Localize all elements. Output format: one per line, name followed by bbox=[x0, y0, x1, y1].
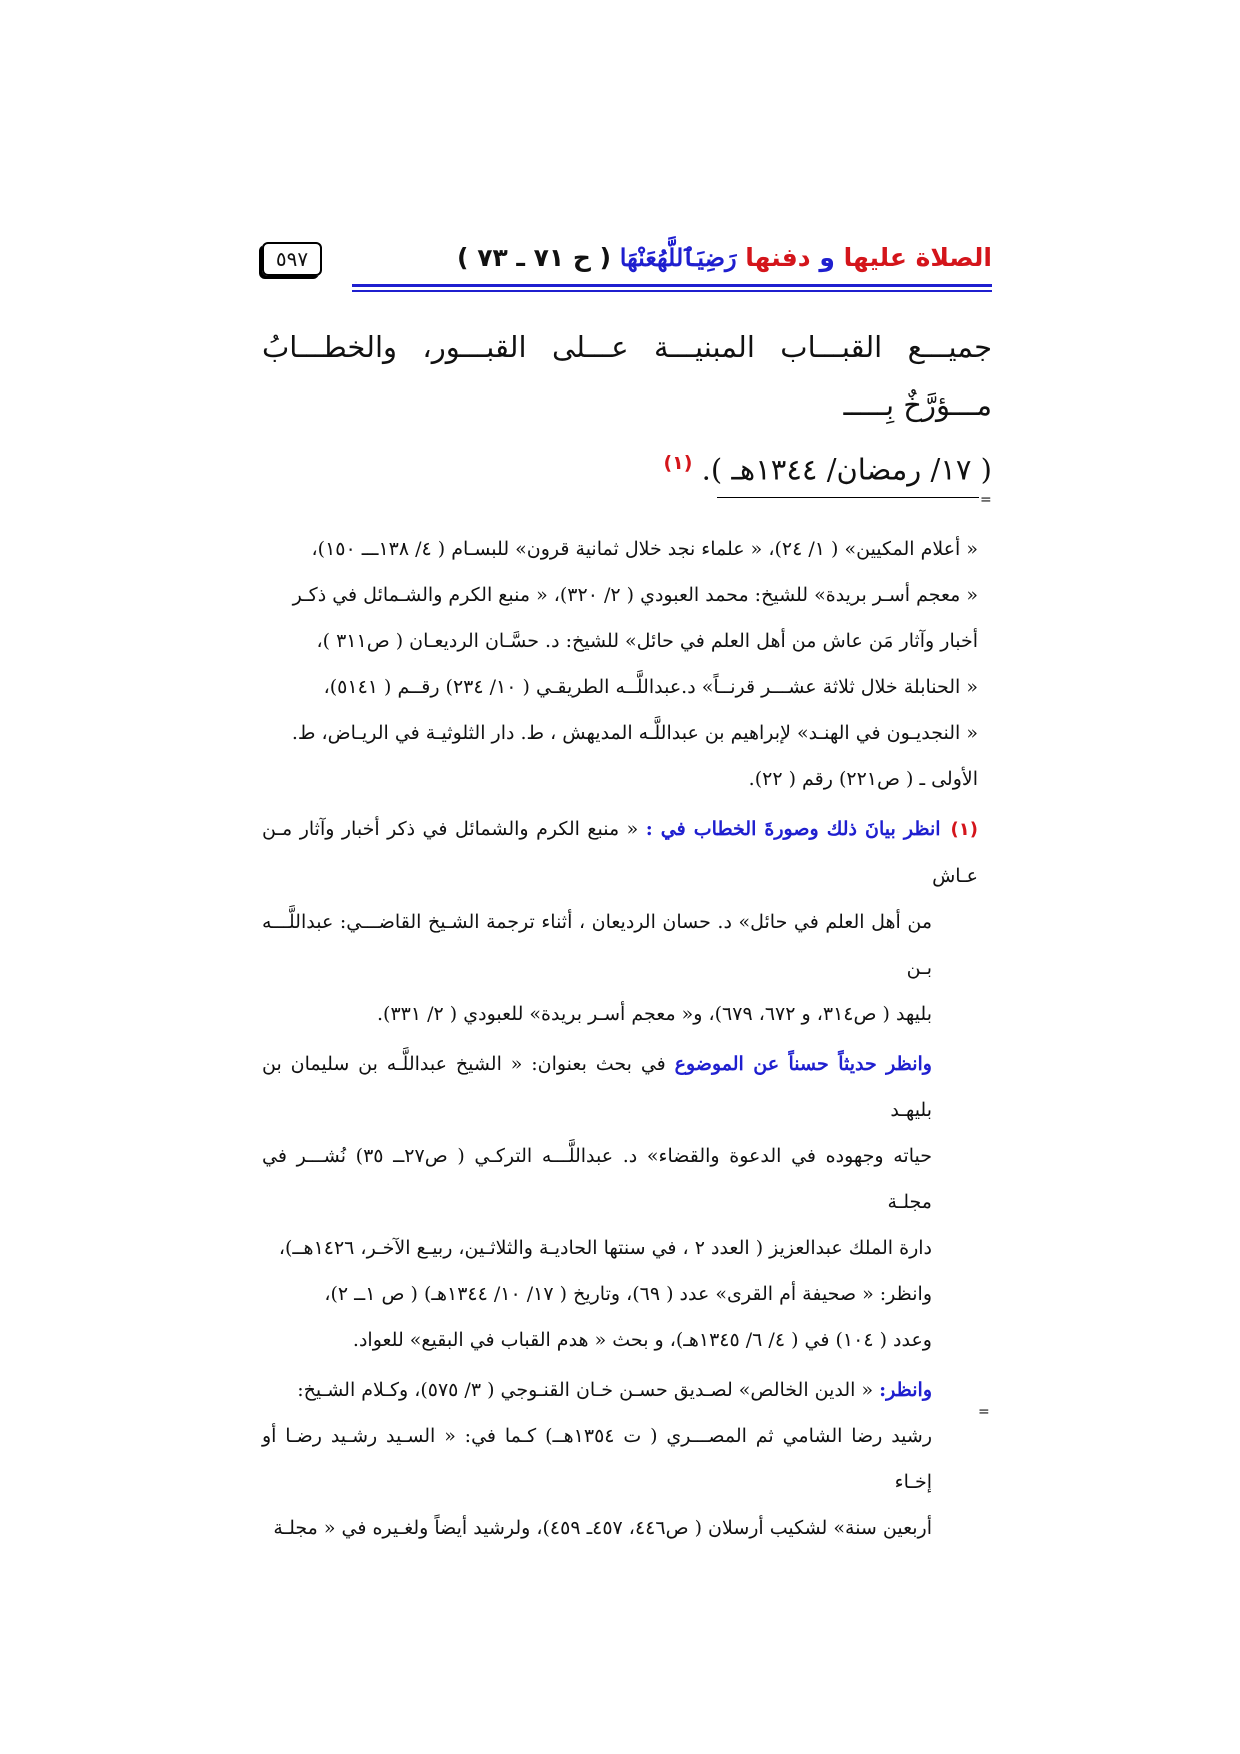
footnote-1-line-2: من أهل العلم في حائل» د. حسان الرديعان ، أثناء ترجمة الشـيخ القاضـــي: عبداللَّـــه بـن bbox=[262, 911, 932, 979]
footnote-1-number: (١) bbox=[950, 819, 978, 840]
body-line-2-text: ( ١٧/ رمضان/ ١٣٤٤هـ ). bbox=[701, 452, 992, 487]
footnote-1-line-11: أربعين سنة» لشكيب أرسلان ( ص٤٤٦، ٤٥٧ـ ٤٥٩)، ولرشيد أيضاً ولغـيره في « مجلـة bbox=[273, 1517, 932, 1539]
body-line-1: جميـــع القبـــاب المبنيـــة عـــلى القبـــور، والخطـــابُ مـــؤرَّخٌ بِـــــ bbox=[262, 330, 992, 422]
chapter-title bbox=[457, 240, 992, 276]
footnote-1-heading-2: وانظر حديثاً حسناً عن الموضوع bbox=[674, 1053, 932, 1075]
footnote-continued-line-3: أخبار وآثار مَن عاش من أهل العلم في حائل» للشيخ: د. حسَّـان الرديعـان ( ص٣١١ )، bbox=[316, 630, 978, 652]
footnote-1-heading: انظر بيانَ ذلك وصورةَ الخطاب في : bbox=[645, 818, 941, 840]
footnote-1-text-3: « الدين الخالص» لصـديق حسـن خـان القنـوجي ( ٣/ ٥٧٥)، وكـلام الشـيخ: bbox=[297, 1379, 874, 1401]
footnote-separator bbox=[717, 497, 979, 498]
footnote-continued-line-1: « أعلام المكيين» ( ١/ ٢٤)، « علماء نجد خلال ثمانية قرون» للبسـام ( ٤/ ١٣٨ـــ ١٥٠)، bbox=[311, 538, 978, 560]
title-part-3: دفنها bbox=[745, 243, 811, 272]
footnote-1-line-6: دارة الملك عبدالعزيز ( العدد ٢ ، في سنتها الحاديـة والثلاثـين، ربيـع الآخـر، ١٤٢٦هــ)، bbox=[278, 1237, 932, 1259]
title-part-1: الصلاة عليها bbox=[843, 243, 992, 272]
footnote-continued-line-5: « النجديـون في الهنـد» لإبراهيم بن عبداللَّـه المديهش ، ط. دار الثلوثيـة في الريـاض، ط. bbox=[291, 722, 978, 744]
footnote-1-line-5: حياته وجهوده في الدعوة والقضاء» د. عبداللَّـــه التركـي ( ص٢٧ــ ٣٥) نُشـــر في مجلـة bbox=[262, 1145, 932, 1213]
footnote-1-text-2: في بحث بعنوان: « الشيخ عبداللَّـه بن سليمان بن بليهـد bbox=[262, 1053, 932, 1121]
footnote-1-line-4 bbox=[262, 1041, 978, 1133]
footnote-continued-line-6: الأولى ـ ( ص٢٢١) رقم ( ٢٢). bbox=[748, 768, 978, 790]
continuation-mark-top: = bbox=[980, 492, 992, 508]
hadith-range: ( ح ٧١ ـ ٧٣ ) bbox=[457, 243, 612, 272]
footnote-1-line-1 bbox=[262, 806, 978, 899]
body-line-2 bbox=[262, 434, 992, 499]
main-body-text bbox=[262, 318, 992, 499]
footnote-1-heading-3: وانظر: bbox=[879, 1379, 932, 1401]
footnote-continued-line-2: « معجم أسـر بريدة» للشيخ: محمد العبودي ( ٢/ ٣٢٠)، « منبع الكرم والشـمائل في ذكـر bbox=[292, 584, 978, 606]
footnote-1-line-10: رشيد رضا الشامي ثم المصـــري ( ت ١٣٥٤هــ) كـما في: « السـيد رشـيد رضـا أو إخـاء bbox=[262, 1425, 932, 1493]
footnote-1-line-3: بليهد ( ص٣١٤، و ٦٧٢، ٦٧٩)، و« معجم أسـر بريدة» للعبودي ( ٢/ ٣٣١). bbox=[377, 1003, 932, 1025]
footnote-1-text-1: « منبع الكرم والشمائل في ذكر أخبار وآثار مـن عـاش bbox=[262, 818, 978, 887]
continuation-mark-bottom: = bbox=[978, 1404, 990, 1420]
footnote-1-line-9 bbox=[262, 1367, 978, 1413]
footnote-continued-line-4: « الحنابلة خلال ثلاثة عشـــر قرنــاً» د.عبداللَّــه الطريقـي ( ١٠/ ٢٣٤) رقــم ( ٥١٤١)، bbox=[323, 676, 978, 698]
footnote-1-line-8: وعدد ( ١٠٤) في ( ٤/ ٦/ ١٣٤٥هـ)، و بحث « هدم القباب في البقيع» للعواد. bbox=[352, 1329, 932, 1351]
header-rule bbox=[352, 284, 992, 287]
page-number: ٥٩٧ bbox=[262, 242, 322, 276]
footnote-1-line-7: وانظر: « صحيفة أم القرى» عدد ( ٦٩)، وتاريخ ( ١٧/ ١٠/ ١٣٤٤هـ) ( ص ١ــ ٢)، bbox=[324, 1283, 932, 1305]
honorific-calligraphy: رَضِيَٱللَّهُعَنْهَا bbox=[619, 243, 737, 272]
footnotes-area bbox=[262, 526, 978, 1551]
page-header bbox=[262, 240, 992, 280]
header-rule-secondary bbox=[352, 290, 992, 292]
footnote-reference[interactable]: (١) bbox=[663, 452, 693, 474]
title-part-2: و bbox=[819, 243, 835, 272]
